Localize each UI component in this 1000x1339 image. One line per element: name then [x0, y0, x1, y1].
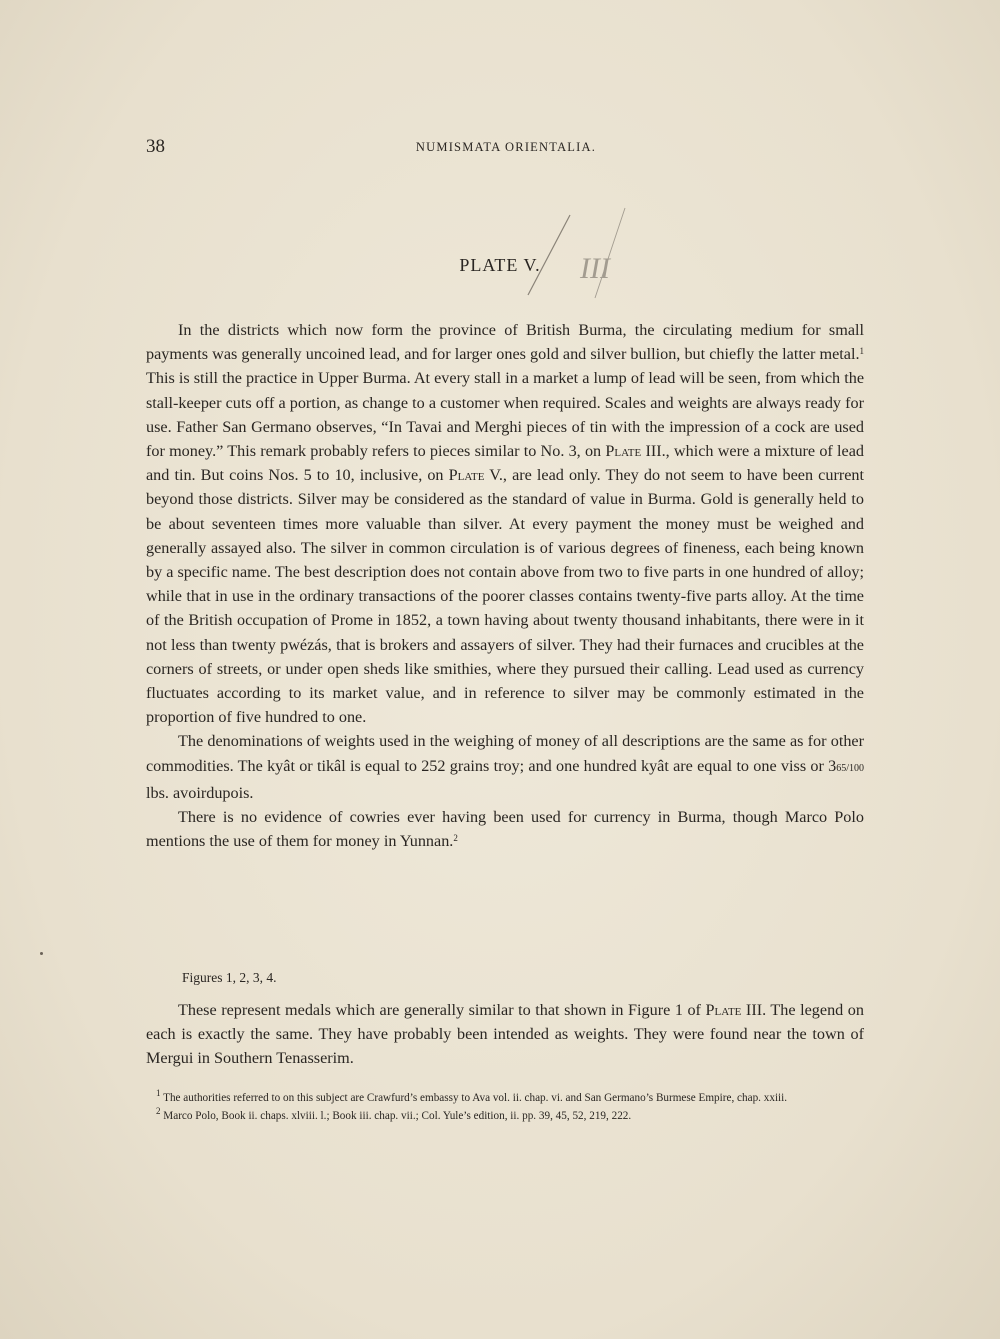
fraction: 65/100 — [836, 762, 864, 774]
footnote-ref-1: 1 — [859, 346, 864, 357]
handwritten-note: III — [580, 252, 610, 285]
footnotes — [146, 1088, 864, 1127]
running-head: NUMISMATA ORIENTALIA. — [415, 140, 597, 154]
plate-ref: Plate — [448, 466, 485, 485]
page-number: 38 — [146, 136, 165, 157]
paragraph-weights: The denominations of weights used in the weighing of money of all descriptions are the same as for other commodities. The kyât or tikâl is equal to 252 grains troy; and one hundred kyât are equal to one viss or 365/100 lbs. avoirdupois. — [146, 732, 864, 802]
paragraph-currency: In the districts which now form the province of British Burma, the circulating medium for small payments was generally uncoined lead, and for larger ones gold and silver bullion, but chiefly the latter metal.$^1$ This is still the practice in Upper Burma. At every stall in a market a lump of lead will be seen, from which the stall-keeper cuts off a portion, as change to a customer when required. Scales and weights are always ready for use. Father San Germano observes, “In Tavai and Merghi pieces of tin with the impression of a cock are used for money.” This remark probably refers to pieces similar to No. 3, on Plate III., which were a mixture of lead and tin. But coins Nos. 5 to 10, inclusive, on Plate V., are lead only. They do not seem to have been current beyond those districts. Silver may be considered as the standard of value in Burma. Gold is generally held to be about seventeen times more valuable than silver. At every payment the money must be weighed and generally assayed also. The silver in common circulation is of various degrees of fineness, each being known by a specific name. The best description does not contain above from two to five parts in one hundred of alloy; while that in use in the ordinary transactions of the poorer classes contains twenty-five parts alloy. At the time of the British occupation of Prome in 1852, a town having about twenty thousand inhabitants, there were in it not less than twenty pwézás, that is brokers and assayers of silver. They had their furnaces and crucibles at the corners of streets, or under open sheds like smithies, where they pursued their calling. Lead used as currency fluctuates according to its market value, and in reference to silver may be commonly estimated in the proportion of five hundred to one. — [146, 321, 865, 727]
paragraph-cowries: There is no evidence of cowries ever having been used for currency in Burma, though Marco Polo mentions the use of them for money in Yunnan.$^2$ — [146, 808, 864, 851]
page-header — [146, 136, 866, 160]
handwritten-annotation — [520, 200, 630, 310]
plate-ref: Plate — [605, 442, 642, 461]
ink-spot — [40, 952, 43, 955]
plate-title: PLATE V. — [459, 255, 541, 275]
figures-heading: Figures 1, 2, 3, 4. — [182, 970, 277, 985]
figures-text — [146, 998, 864, 1070]
main-text — [146, 318, 864, 853]
footnote-2: $^2$ Marco Polo, Book ii. chaps. xlviii. l.; Book iii. chap. vii.; Col. Yule’s edition, ii. pp. 39, 45, 52, 219, 222. — [156, 1105, 632, 1122]
paragraph-figures: These represent medals which are generally similar to that shown in Figure 1 of Plate III. The legend on each is exactly the same. They have probably been intended as weights. They were found near the town of Mergui in Southern Tenasserim. — [146, 1001, 864, 1067]
plate-ref: Plate — [705, 1001, 742, 1019]
footnote-1: $^1$ The authorities referred to on this subject are Crawfurd’s embassy to Ava vol. ii. chap. vi. and San Germano’s Burmese Empire, chap. xxiii. — [156, 1088, 788, 1104]
footnote-ref-2: 2 — [453, 833, 458, 844]
